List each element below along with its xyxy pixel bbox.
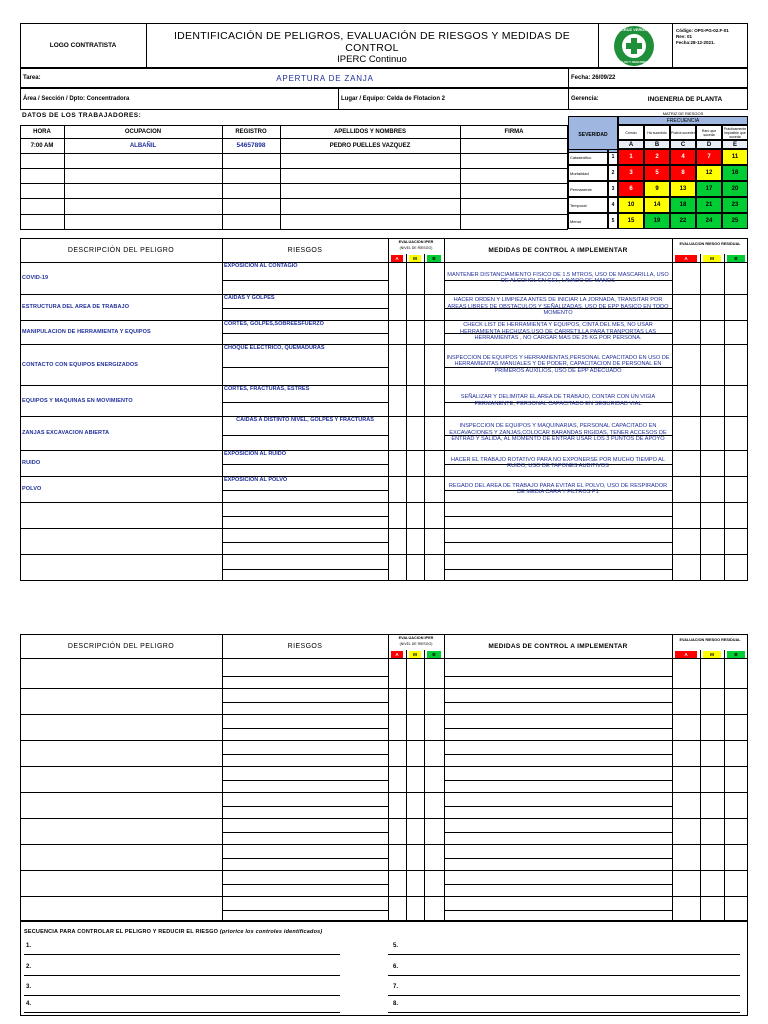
sequence-step: 4.: [26, 1001, 32, 1007]
hazard-control-measure: HACER ORDEN Y LIMPIEZA ANTES DE INICIAR LA JORNADA, TRANSITAR POR AREAS LIBRES DE OBSTACULOS Y SEÑALIZADAS, USO DE EPP BASICO EN TODO MOMENTO: [447, 297, 669, 317]
hazard-risk: EXPOSICION AL RUIDO: [224, 451, 287, 457]
matrix-cell: 22: [670, 213, 696, 229]
sequence-step: 2.: [26, 964, 32, 970]
matrix-severity-label: Menor: [568, 213, 608, 229]
hazard-description: MANIPULACION DE HERRAMIENTA Y EQUIPOS: [22, 329, 151, 335]
residual-a-box: A: [675, 255, 697, 262]
document-title: [146, 30, 598, 65]
matrix-severity-label: Permanente: [568, 181, 608, 197]
hazard-description: ESTRUCTURA DEL AREA DE TRABAJO: [22, 304, 130, 310]
hazard-description: COVID-19: [22, 275, 49, 281]
eval-a-box: A: [391, 651, 403, 658]
matrix-cell: 3: [618, 165, 644, 181]
col-header-medidas: MEDIDAS DE CONTROL A IMPLEMENTAR: [488, 246, 628, 254]
matrix-cell: 8: [670, 165, 696, 181]
matrix-severity-number: 1: [608, 149, 618, 165]
workers-header-hora: HORA: [33, 128, 51, 135]
hazard-control-measure: INSPECCION DE EQUIPOS Y HERRAMIENTAS,PERSONAL CAPACITADO EN USO DE HERRAMIENTAS MANUALES Y DE PODER, CAPACITACION DE PERSONAL EN PRIMEROS AUXILIOS, USO DE EPP ADECUADO: [446, 354, 670, 374]
matrix-severity-number: 3: [608, 181, 618, 197]
workers-header-ocupacion: OCUPACION: [124, 128, 162, 135]
hazard-description: RUIDO: [22, 460, 41, 466]
matrix-cell: 14: [644, 197, 670, 213]
title-line-2: IPERC Continuo: [337, 54, 407, 65]
hazard-risk: CHOQUE ELECTRICO, QUEMADURAS: [224, 345, 325, 351]
residual-bb-box: B: [727, 255, 745, 262]
document-code-block: [676, 28, 748, 46]
workers-header-firma: FIRMA: [504, 128, 524, 135]
management-value: INGENERIA DE PLANTA: [647, 95, 723, 103]
hazard-row: [20, 528, 748, 554]
area-field: Área / Sección / Dpto: Concentradora: [23, 96, 130, 102]
workers-section-title: DATOS DE LOS TRABAJADORES:: [22, 112, 142, 119]
eval-m-box: M: [409, 651, 421, 658]
matrix-cell: 6: [618, 181, 644, 197]
hazard-control-measure: REGADO DEL AREA DE TRABAJO PARA EVITAR EL POLVO, USO DE RESPIRADOR DE MEDIA CARA Y FILTROS P1: [448, 482, 668, 495]
matrix-severity-number: 5: [608, 213, 618, 229]
date-field: Fecha: 26/09/22: [571, 75, 616, 81]
matrix-frequency-header: FRECUENCIA: [618, 116, 748, 125]
matrix-severity-label: Mortalidad: [568, 165, 608, 181]
sequence-section: [20, 921, 748, 1016]
sequence-step: 6.: [393, 964, 399, 970]
matrix-cell: 7: [696, 149, 722, 165]
hazard-row: [20, 662, 748, 688]
residual-m-box: M: [703, 651, 721, 658]
hazard-row: [20, 554, 748, 581]
matrix-cell: 16: [722, 165, 748, 181]
col-header-eval-iper: EVALUACION IPER: [398, 636, 434, 640]
col-header-nivel: (NIVEL DE RIESGO): [399, 246, 433, 250]
sequence-step: 7.: [393, 984, 399, 990]
matrix-severity-header: SEVERIDAD: [568, 116, 618, 153]
worker-ocupacion: ALBAÑIL: [129, 142, 157, 149]
col-header-riesgos: RIESGOS: [287, 246, 323, 254]
matrix-cell: 5: [644, 165, 670, 181]
matrix-frequency-label: Prácticamente imposible que suceda: [723, 126, 747, 139]
hazard-risk: CAIDAS A DISTINTO NIVEL, GOLPES Y FRACTURAS: [236, 417, 374, 423]
matrix-frequency-label: Común: [618, 125, 644, 140]
matrix-cell: 23: [722, 197, 748, 213]
matrix-cell: 20: [722, 181, 748, 197]
hazard-row: [20, 844, 748, 870]
hazard-description: ZANJAS EXCAVACION ABIERTA: [22, 430, 110, 436]
doc-code: Código: OPS-PG-02.F-01: [676, 28, 729, 33]
hazard-risk: EXPOSICION AL POLVO: [224, 477, 288, 483]
hazard-row: [20, 766, 748, 792]
col-header-descripcion: DESCRIPCIÓN DEL PELIGRO: [67, 246, 175, 254]
hazard-description: EQUIPOS Y MAQUINAS EN MOVIMIENTO: [22, 397, 133, 404]
hazard-description: POLVO: [22, 486, 42, 492]
matrix-cell: 9: [644, 181, 670, 197]
matrix-cell: 2: [644, 149, 670, 165]
hazard-risk: EXPOSICION AL CONTAGIO: [224, 263, 298, 269]
matrix-cell: 12: [696, 165, 722, 181]
col-header-nivel: (NIVEL DE RIESGO): [399, 642, 433, 646]
hazard-control-measure: HACER EL TRABAJO ROTATIVO PARA NO EXPONERSE POR MUCHO TIEMPO AL RUIDO, USO DE TAPONES AUDITIVOS: [450, 456, 666, 469]
matrix-frequency-label: Podría suceder: [670, 125, 696, 140]
hazard-risk: CORTES, GOLPES,SOBREESFUERZO: [224, 321, 324, 327]
col-header-medidas: MEDIDAS DE CONTROL A IMPLEMENTAR: [488, 642, 628, 650]
hazard-control-measure: CHECK LIST DE HERRAMIENTA Y EQUIPOS, CINTA DEL MES, NO USAR HERRAMIENTA HECHIZAS,USO DE CARRETILLA PARA TRANPORTAS LAS HERRAMIENTAS , NO CARGAR MAS DE 25 KG POR PERSONA.: [460, 322, 656, 342]
task-value: APERTURA DE ZANJA: [276, 73, 374, 83]
matrix-frequency-letter: E: [722, 140, 748, 149]
sequence-step: 8.: [393, 1001, 399, 1007]
worker-nombres: PEDRO PUELLES VAZQUEZ: [329, 142, 411, 149]
worker-hora: 7:00 AM: [30, 142, 54, 149]
col-header-eval-residual: EVALUACION RIESGO RESIDUAL: [679, 242, 741, 246]
hazard-description: CONTACTO CON EQUIPOS ENERGIZADOS: [22, 361, 139, 368]
matrix-title: MATRIZ DE RIESGOS: [662, 110, 704, 116]
hazard-control-measure: MANTENER DISTANCIAMIENTO FISICO DE 1.5 MTROS, USO DE MASCARILLA, USO DE ALCOHOL EN GEL, LAVADO DE MANOS: [447, 271, 669, 284]
hazard-row: [20, 792, 748, 818]
matrix-frequency-letter: B: [644, 140, 670, 149]
workers-header-nombres: APELLIDOS Y NOMBRES: [333, 128, 407, 135]
task-label: Tarea:: [23, 75, 41, 81]
hazard-row: [20, 896, 748, 921]
matrix-severity-label: Catastrófico: [568, 149, 608, 165]
cruz-verde-seal: [612, 24, 656, 68]
matrix-severity-number: 2: [608, 165, 618, 181]
matrix-cell: 15: [618, 213, 644, 229]
hazard-row: [20, 870, 748, 896]
residual-m-box: M: [703, 255, 721, 262]
col-header-riesgos: RIESGOS: [287, 642, 323, 650]
hazard-risk: CORTES, FRACTURAS, ESTRÉS: [224, 386, 310, 392]
matrix-cell: 1: [618, 149, 644, 165]
seal-bottom-text: SALUD Y SEGURIDAD: [618, 60, 650, 64]
sequence-title: [24, 929, 322, 935]
hazard-risk: CAIDAS Y GOLPES: [224, 295, 275, 301]
matrix-cell: 11: [722, 149, 748, 165]
eval-m-box: M: [409, 255, 421, 262]
matrix-frequency-letter: D: [696, 140, 722, 149]
place-field: Lugar / Equipo: Celda de Flotacion 2: [341, 96, 446, 102]
eval-bb-box: B: [427, 255, 441, 262]
residual-a-box: A: [675, 651, 697, 658]
workers-header-registro: REGISTRO: [235, 128, 267, 135]
matrix-cell: 24: [696, 213, 722, 229]
matrix-cell: 4: [670, 149, 696, 165]
matrix-frequency-letter: C: [670, 140, 696, 149]
contractor-logo-placeholder: LOGO CONTRATISTA: [49, 42, 117, 49]
matrix-cell: 18: [670, 197, 696, 213]
seal-top-text: CRUZ VERDE: [620, 27, 647, 32]
hazard-row: [20, 740, 748, 766]
doc-rev: Rev: 01: [676, 34, 693, 39]
matrix-frequency-label: Ha sucedido: [644, 125, 670, 140]
matrix-cell: 25: [722, 213, 748, 229]
matrix-severity-label: Temporal: [568, 197, 608, 213]
matrix-cell: 10: [618, 197, 644, 213]
matrix-frequency-label: Raro que suceda: [696, 125, 722, 140]
col-header-eval-iper: EVALUACION IPER: [398, 240, 434, 244]
hazard-row: [20, 714, 748, 740]
sequence-title-note: (priorice los controles identificados): [219, 929, 323, 935]
hazard-row: [20, 502, 748, 528]
matrix-cell: 17: [696, 181, 722, 197]
matrix-frequency-letter: A: [618, 140, 644, 149]
col-header-descripcion: DESCRIPCIÓN DEL PELIGRO: [67, 642, 175, 650]
hazard-row: [20, 688, 748, 714]
doc-date: Fecha:28-12-2021.: [676, 40, 715, 45]
matrix-cell: 13: [670, 181, 696, 197]
risk-matrix: [568, 110, 748, 230]
sequence-step: 1.: [26, 943, 32, 949]
matrix-cell: 21: [696, 197, 722, 213]
hazard-control-measure: SEÑALIZAR Y DELIMITAR EL AREA DE TRABAJO, CONTAR CON UN VIGIA PERMANENTE, PERSONAL CAPACITADO EN SEGURIDAD VIAL: [460, 394, 656, 407]
matrix-severity-number: 4: [608, 197, 618, 213]
title-line-1: IDENTIFICACIÓN DE PELIGROS, EVALUACIÓN DE RIESGOS Y MEDIDAS DE CONTROL: [173, 30, 571, 54]
sequence-title-text: SECUENCIA PARA CONTROLAR EL PELIGRO Y REDUCIR EL RIESGO: [24, 929, 219, 935]
management-label: Gerencia:: [571, 96, 599, 102]
eval-bb-box: B: [427, 651, 441, 658]
hazard-row: [20, 818, 748, 844]
sequence-step: 5.: [393, 943, 399, 949]
matrix-cell: 19: [644, 213, 670, 229]
eval-a-box: A: [391, 255, 403, 262]
col-header-eval-residual: EVALUACION RIESGO RESIDUAL: [679, 638, 741, 642]
sequence-step: 3.: [26, 984, 32, 990]
residual-bb-box: B: [727, 651, 745, 658]
hazard-control-measure: INSPECCION DE EQUIPOS Y MAQUINARIAS, PERSONAL CAPACITADO EN EXCAVACIONES Y ZANJAS,COLOCAR BARANDAS RIGIDAS, TENER ACCESOS DE ENTRAD Y SALIDA, AL MOMENTO DE ENTRAR USAR LOS 3 PUNTOS DE APOYO: [449, 423, 667, 443]
worker-registro: 54657898: [236, 142, 266, 149]
